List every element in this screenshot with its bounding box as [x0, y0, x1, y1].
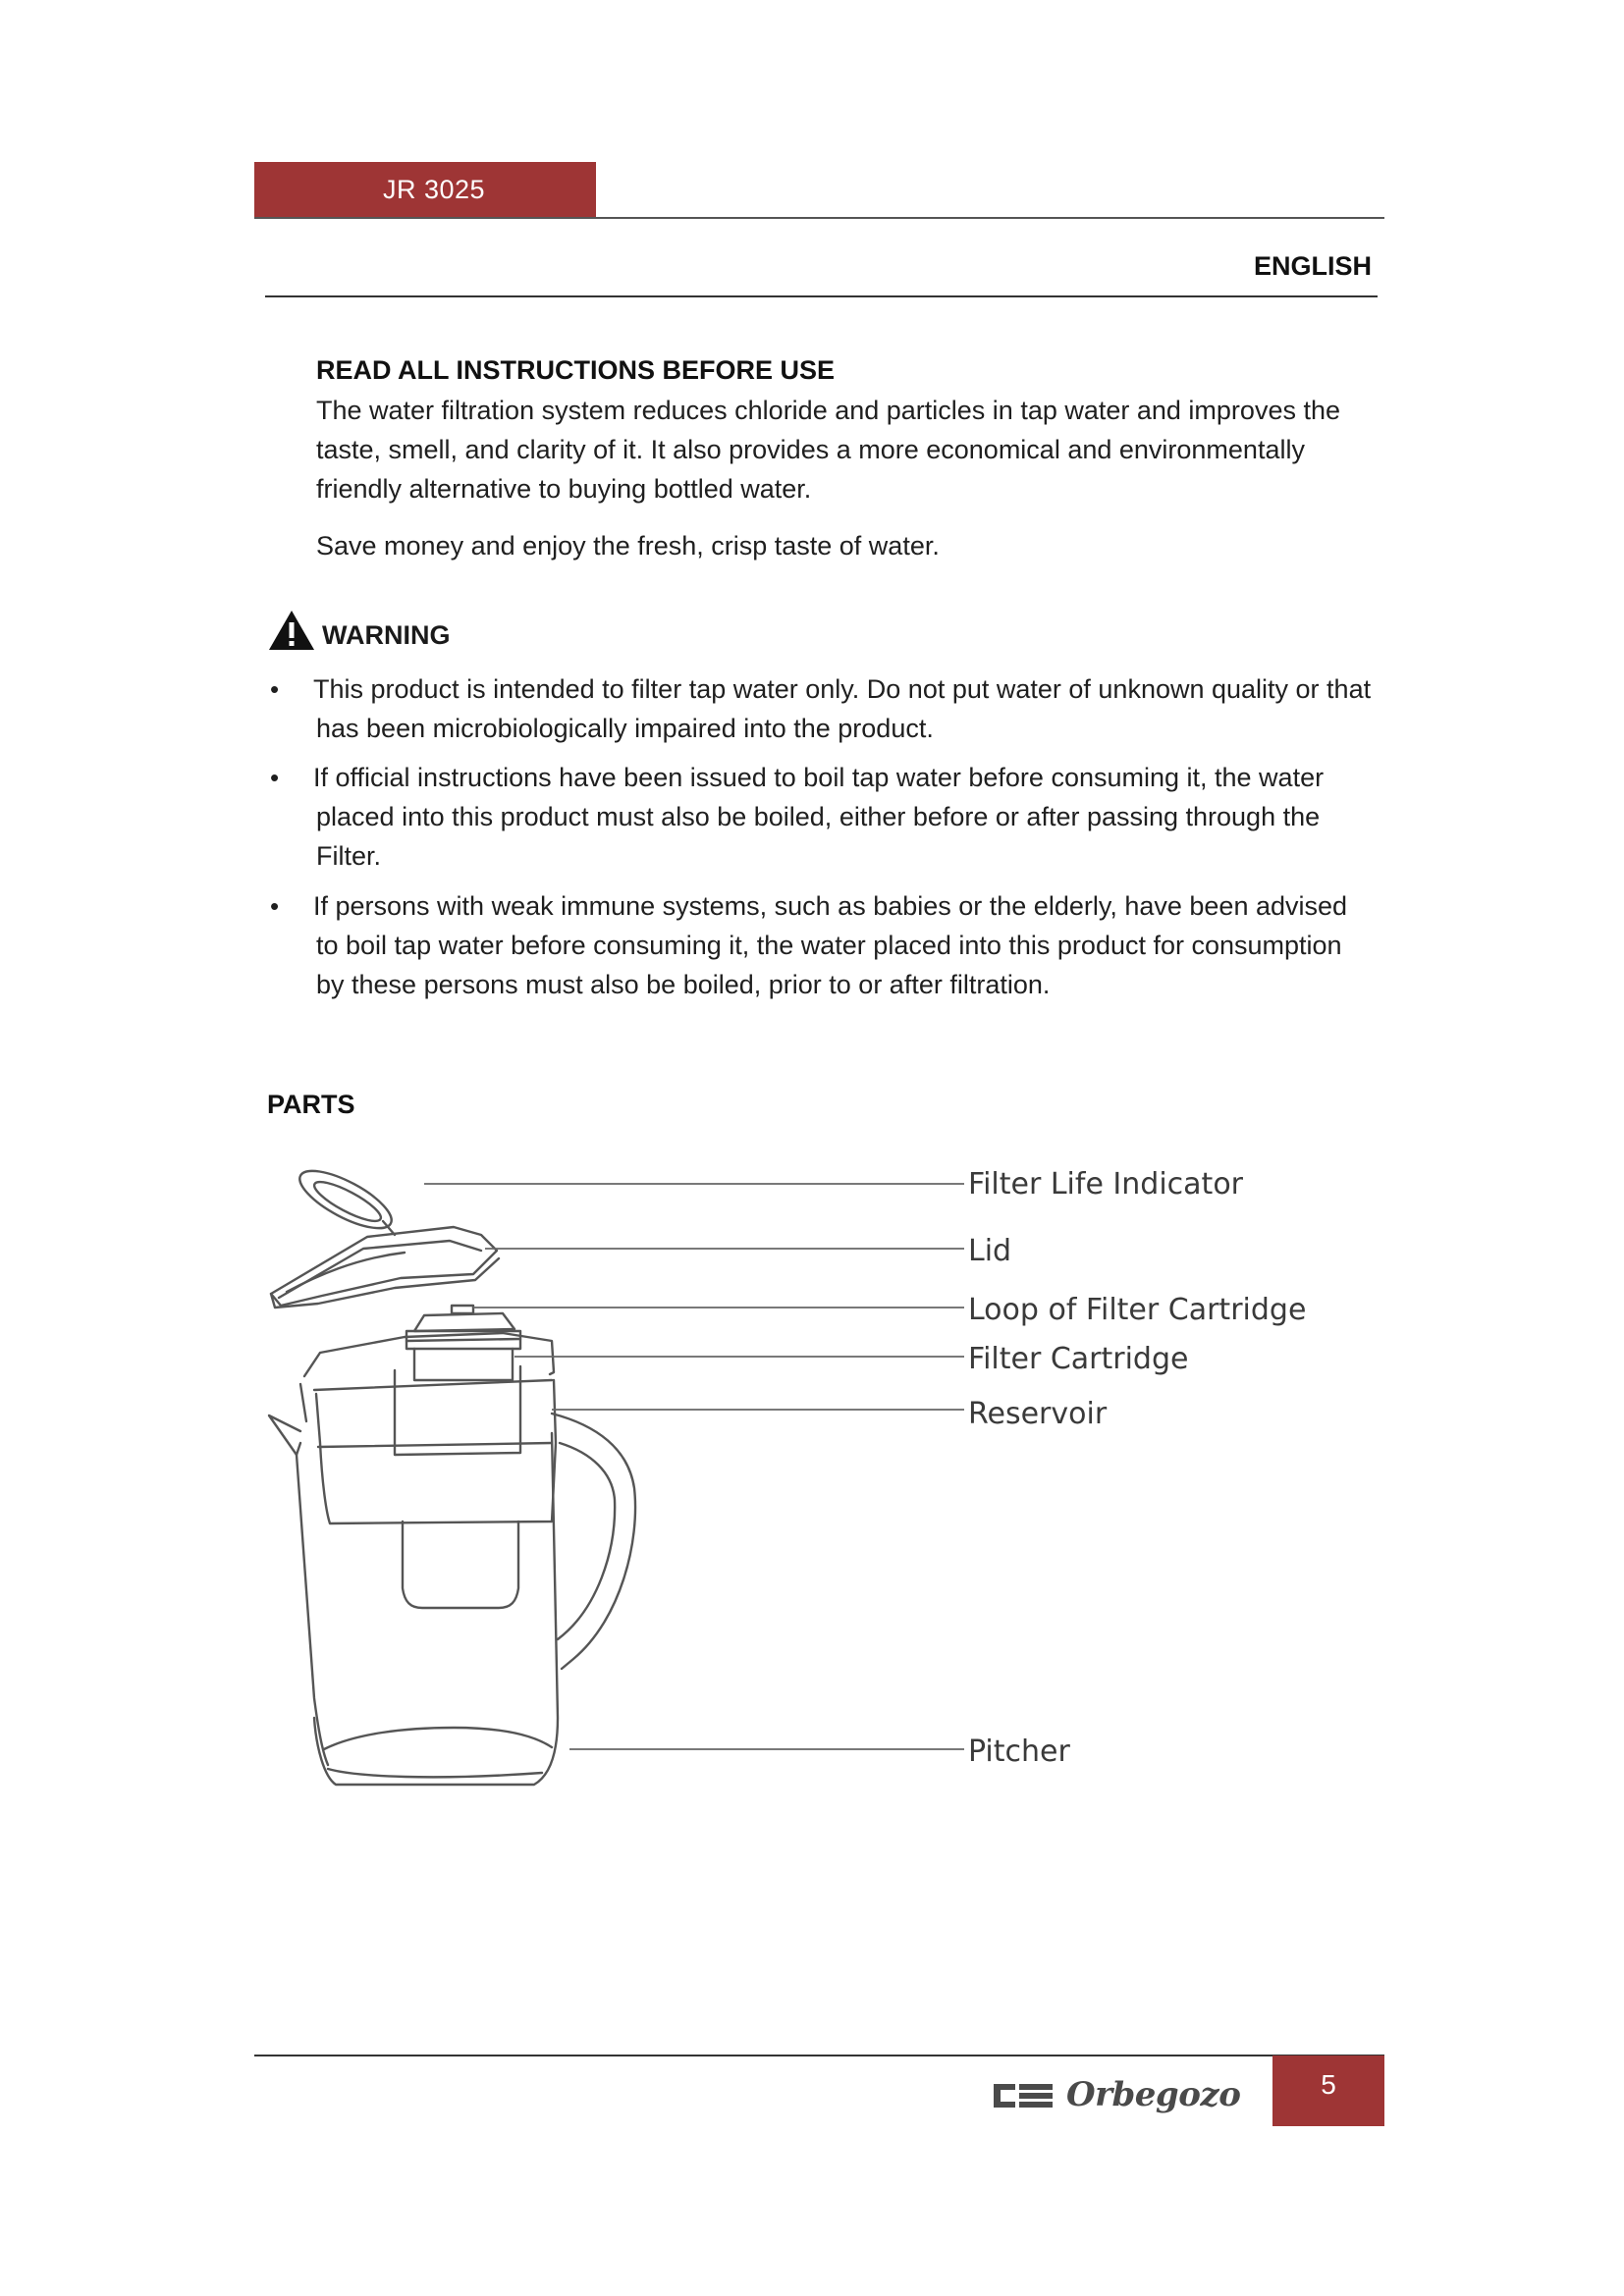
footer-rule [254, 2055, 1384, 2056]
part-label-reservoir: Reservoir [968, 1397, 1108, 1431]
cartridge-loop-illustration [452, 1306, 473, 1313]
pitcher-parts-diagram [257, 1148, 1318, 1836]
bullet-dot: • [270, 674, 280, 704]
header-rule [254, 217, 1384, 219]
brand-logo [992, 2065, 1257, 2124]
warning-label: WARNING [322, 620, 451, 650]
lid-illustration [271, 1227, 499, 1308]
warning-triangle-icon [267, 609, 322, 652]
header-rule-secondary [265, 295, 1378, 297]
intro-paragraph: The water filtration system reduces chloride and particles in tap water and improves the taste, smell, and clarity of it. It also provides a more economical and environmentally friendly alternative to buying bottled water. [316, 396, 1340, 504]
part-label-pitcher: Pitcher [968, 1735, 1070, 1769]
model-tab: JR 3025 [254, 162, 596, 217]
warning-bullet-text: This product is intended to filter tap water only. Do not put water of unknown quality or that has been microbiologically impaired into the product. [313, 674, 1372, 743]
warning-bullet-text: If persons with weak immune systems, such as babies or the elderly, have been advised to boil tap water before consuming it, the water placed into this product for consumption by these persons must also be boiled, prior to or after filtration. [313, 891, 1348, 999]
warning-bullet-text: If official instructions have been issued to boil tap water before consuming it, the water placed into this product must also be boiled, either before or after passing through the Filter. [313, 763, 1325, 871]
page-number: 5 [1272, 2056, 1384, 2126]
warning-title [267, 609, 451, 652]
reservoir-illustration [300, 1333, 556, 1608]
filter-life-indicator-illustration [293, 1160, 400, 1240]
part-label-filter-life-indicator: Filter Life Indicator [968, 1167, 1244, 1201]
intro-heading: READ ALL INSTRUCTIONS BEFORE USE [316, 355, 836, 385]
bullet-dot: • [270, 891, 280, 921]
bullet-dot: • [270, 763, 280, 792]
language-label: ENGLISH [1253, 251, 1372, 281]
brand-name: Orbegozo [1066, 2075, 1241, 2114]
part-label-filter-cartridge: Filter Cartridge [968, 1342, 1189, 1376]
pitcher-illustration [269, 1414, 635, 1785]
part-label-loop-of-filter-cartridge: Loop of Filter Cartridge [968, 1293, 1307, 1327]
part-label-lid: Lid [968, 1234, 1012, 1268]
filter-cartridge-illustration [406, 1313, 520, 1380]
brand-mark-icon [992, 2078, 1055, 2111]
parts-heading: PARTS [267, 1090, 355, 1119]
intro-paragraph-secondary: Save money and enjoy the fresh, crisp taste of water. [316, 531, 940, 561]
